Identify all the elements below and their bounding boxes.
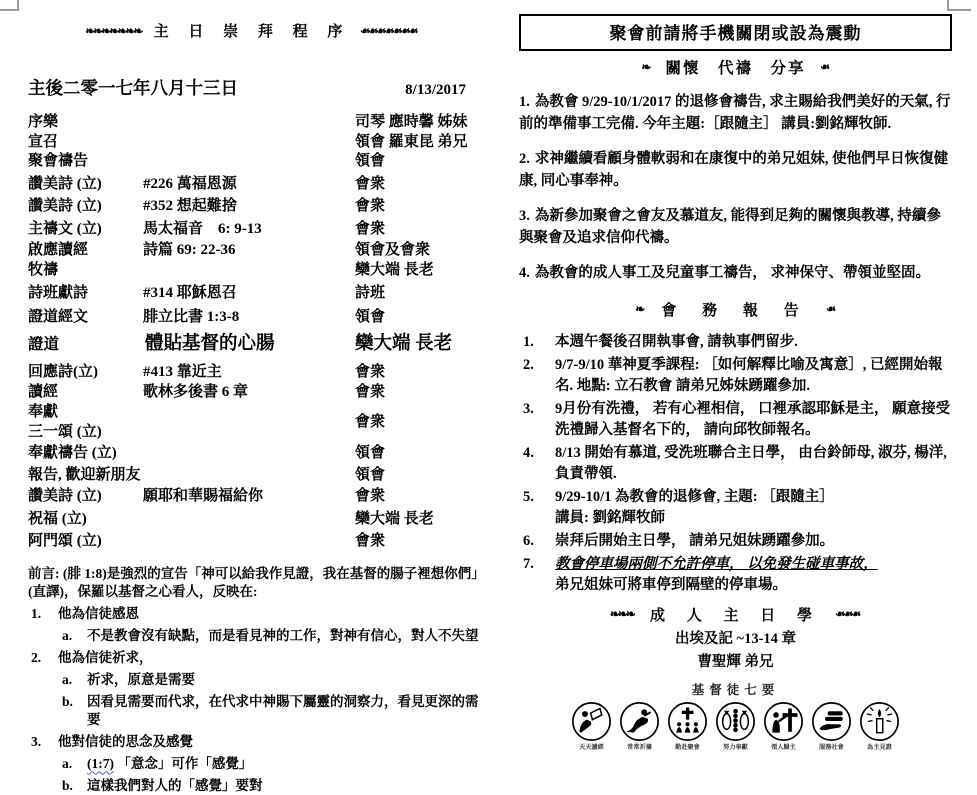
- essential-attend-meetings: 勤赴聚會: [665, 701, 710, 753]
- preface-subitem: b. 因看見需要而代求，在代求中神賜下屬靈的洞察力，看見更深的需要: [62, 693, 479, 727]
- essential-serve-society: 服務社會: [809, 701, 854, 753]
- program-item: 證道經文: [28, 308, 89, 325]
- essential-read-bible: 天天讀經: [569, 701, 614, 753]
- program-item: 報告, 歡迎新朋友: [28, 466, 141, 483]
- prayer-item: 2. 求神繼續看顧身體軟弱和在康復中的弟兄姐妹, 使他們早日恢復健康, 同心事奉神。: [519, 151, 949, 189]
- program-content: #226 萬福恩源: [143, 175, 237, 192]
- subtitle-text: 關懷 代禱 分享: [665, 60, 806, 77]
- program-row: [28, 220, 476, 240]
- program-row: [28, 487, 476, 507]
- program-who: 會衆: [355, 383, 386, 400]
- program-item: 序樂: [28, 114, 59, 130]
- floral-ornament-icon: ❧: [635, 302, 644, 316]
- sunday-school-header: [519, 604, 952, 625]
- program-who: 會衆: [355, 533, 386, 549]
- praying-icon: [619, 701, 660, 742]
- candle-witness-icon: [859, 701, 900, 742]
- program-item: 證道: [28, 336, 60, 353]
- program-who: 領會: [355, 308, 386, 325]
- program-item: 奉獻: [28, 404, 59, 420]
- bulletin-right-page: [519, 14, 952, 753]
- program-who: 會衆: [355, 175, 386, 192]
- program-who: 會衆: [355, 198, 386, 214]
- program-who: 會衆: [355, 220, 386, 237]
- program-item: 阿門頌 (立): [28, 533, 102, 549]
- date-chinese: 主後二零一七年八月十三日: [28, 78, 238, 98]
- program-who: 欒大端 長老: [355, 261, 434, 278]
- program-item: 牧禱: [28, 261, 59, 278]
- offering-fish-coins-icon: [715, 701, 756, 742]
- sermon-speaker: 欒大端 長老: [355, 334, 453, 354]
- program-item: 讚美詩 (立): [28, 175, 102, 192]
- report-title: 會 務 報 告: [661, 302, 810, 319]
- report-item: 2. 9/7-9/10 華神夏季課程: ［如何解釋比喻及寓意］, 已經開始報名. 地點: 立石教會 請弟兄姊妹踴躍參加.: [523, 356, 943, 394]
- program-row: [28, 113, 476, 133]
- program-item: 三一頌 (立): [28, 423, 102, 440]
- program-who: 領會: [355, 466, 386, 483]
- program-row: [28, 383, 476, 403]
- program-row: [28, 363, 476, 383]
- seven-essentials-title: 基督徒七要: [691, 682, 780, 697]
- preface-subitem: b. 這樣我們對人的「感覺」要對: [62, 777, 263, 793]
- program-content: 願耶和華賜福給你: [143, 488, 264, 504]
- person-to-cross-icon: [763, 701, 804, 742]
- sunday-school-teacher: 曹聖輝 弟兄: [697, 653, 774, 670]
- report-item: 5. 9/29-10/1 為教會的退修會, 主題: ［跟隨主］ 講員: 劉銘輝牧師: [523, 488, 834, 526]
- program-content: #413 靠近主: [143, 364, 222, 380]
- essential-witness: 為主見證: [857, 701, 902, 753]
- program-row: [28, 261, 476, 281]
- program-item: 宣召: [28, 133, 59, 150]
- prayer-items: [519, 92, 952, 285]
- preface-subitem: a. 不是教會沒有缺點，而是看見神的工作，對神有信心，對人不失望: [62, 627, 479, 643]
- bulletin-left-page: [28, 20, 479, 795]
- preface-subitem: a. (1:7) 「意念」可作「感覺」: [62, 755, 253, 771]
- program-who: 詩班: [355, 285, 386, 301]
- program-row: [28, 152, 476, 172]
- program-who: 領會 羅東昆 弟兄: [355, 133, 468, 150]
- care-pray-share-subtitle: [519, 56, 952, 78]
- program-content: 歌林多後書 6 章: [143, 383, 249, 400]
- seven-essentials-section: [519, 680, 952, 753]
- report-section-header: [519, 299, 952, 320]
- program-row: [28, 444, 476, 464]
- spellcheck-squiggle: (1:7): [87, 755, 114, 771]
- report-item: 4. 8/13 開始有慕道, 受洗班聯合主日學， 由台鈴師母, 淑芬, 楊洋, 負責帶領.: [523, 444, 947, 482]
- floral-ornament-icon: ❧❧❧: [837, 607, 862, 621]
- gathering-cross-icon: [667, 701, 708, 742]
- serving-hands-icon: [811, 701, 852, 742]
- program-content: 詩篇 69: 22-36: [143, 242, 236, 258]
- program-who: 會衆: [355, 488, 386, 504]
- floral-ornament-icon: ❧: [827, 302, 836, 316]
- program-row: [28, 510, 476, 530]
- program-row: [28, 284, 476, 304]
- parking-warning-emphasis: 教會停車場兩側不允許停車， 以免發生碰車事故，: [555, 555, 878, 572]
- floral-ornament-icon: ❧❧❧: [609, 607, 634, 621]
- program-item: 聚會禱告: [28, 153, 89, 169]
- program-row: [28, 197, 476, 217]
- program-who: 領會及會衆: [355, 242, 431, 258]
- prayer-item: 4. 為教會的成人事工及兒童事工禱告， 求神保守、帶領並堅固。: [519, 265, 930, 281]
- program-item: 啟應讀經: [28, 242, 89, 258]
- reading-bible-icon: [571, 701, 612, 742]
- date-row: [28, 75, 476, 100]
- program-item: 讚美詩 (立): [28, 198, 102, 214]
- phone-notice-text: 聚會前請將手機關閉或設為震動: [609, 24, 862, 43]
- preface-intro: 前言: (腓 1:8)是強烈的宣告「神可以給我作見證，我在基督的腸子裡想你們」(直譯)，保羅以基督之心看人，反映在:: [28, 565, 478, 599]
- essential-offering: 努力奉獻: [713, 701, 758, 753]
- date-numeric: 8/13/2017: [405, 82, 466, 98]
- report-item: 1. 本週午餐後召開執事會, 請執事們留步.: [523, 333, 798, 350]
- prayer-item: 1. 為教會 9/29-10/1/2017 的退修會禱告, 求主賜給我們美好的天氣, 行前的準備事工完備. 今年主題:［跟隨主］ 講員:劉銘輝牧師.: [519, 94, 951, 132]
- program-row: [28, 175, 476, 195]
- adult-sunday-school-section: [519, 604, 952, 671]
- worship-order-header: [28, 20, 476, 41]
- program-who: 司琴 應時馨 姊妹: [355, 114, 468, 130]
- floral-ornament-icon: ❧❧❧❧❧❧❧: [362, 23, 419, 38]
- program-content: 腓立比書 1:3-8: [143, 308, 240, 325]
- floral-ornament-icon: ❧: [821, 60, 830, 74]
- page-title: 主 日 崇 拜 程 序: [153, 24, 351, 40]
- page-corner-mark: [947, 0, 971, 11]
- program-item: 讀經: [28, 383, 59, 400]
- program-item: 主禱文 (立): [28, 220, 102, 237]
- page-corner-mark: [0, 0, 19, 11]
- offering-doxology-group: [28, 403, 476, 442]
- report-item: 3. 9月份有洗禮， 若有心裡相信， 口裡承認耶穌是主， 願意接受洗禮歸入基督名下的， 請向邱牧師報名。: [523, 400, 951, 438]
- floral-ornament-icon: ❧: [641, 60, 650, 74]
- program-who: 領會: [355, 445, 386, 461]
- phone-notice-box: [519, 14, 952, 51]
- sermon-preface-notes: [28, 565, 480, 795]
- preface-item: 3. 他對信徒的思念及感覺: [31, 733, 193, 749]
- preface-item: 1. 他為信徒感恩: [31, 605, 139, 621]
- report-items: [519, 332, 952, 596]
- program-row: [28, 241, 476, 261]
- program-who: 會衆: [355, 413, 386, 430]
- sunday-school-title: 成 人 主 日 學: [649, 607, 821, 624]
- report-item: 6. 崇拜后開始主日學， 請弟兄姐妹踴躍參加。: [523, 532, 835, 549]
- essential-pray: 常常祈禱: [617, 701, 662, 753]
- sermon-title: 體貼基督的心腸: [145, 334, 275, 354]
- program-item: 奉獻禱告 (立): [28, 445, 117, 461]
- floral-ornament-icon: ❧❧❧❧❧❧❧: [85, 23, 142, 38]
- sunday-school-passage: 出埃及記 ~13-14 章: [674, 630, 797, 647]
- program-item: 詩班獻詩: [28, 285, 89, 301]
- program-who: 領會: [355, 153, 386, 169]
- program-item: 讚美詩 (立): [28, 488, 102, 504]
- program-row: [28, 466, 476, 486]
- program-item: 祝福 (立): [28, 510, 87, 527]
- seven-essentials-icons: [519, 701, 952, 753]
- program-who: 欒大端 長老: [355, 510, 434, 527]
- program-item: 回應詩(立): [28, 364, 98, 380]
- sermon-row: [28, 331, 476, 358]
- program-content: #352 想起難捨: [143, 198, 237, 214]
- essential-lead-to-christ: 領人歸主: [761, 701, 806, 753]
- program-row: [28, 532, 476, 552]
- program-row: [28, 308, 476, 328]
- preface-subitem: a. 祈求，原意是需要: [62, 671, 195, 687]
- program-who: 會衆: [355, 364, 386, 380]
- program-row: [28, 133, 476, 153]
- program-content: 馬太福音 6: 9-13: [143, 220, 262, 237]
- preface-item: 2. 他為信徒祈求，: [31, 649, 153, 665]
- prayer-item: 3. 為新參加聚會之會友及慕道友, 能得到足夠的關懷與教導, 持續參與聚會及追求信仰代禱。: [519, 208, 941, 246]
- program-content: #314 耶穌恩召: [143, 285, 237, 301]
- report-item-parking-warning: 7. 教會停車場兩側不允許停車， 以免發生碰車事故， 弟兄姐妹可將車停到隔壁的停車場。: [523, 555, 878, 593]
